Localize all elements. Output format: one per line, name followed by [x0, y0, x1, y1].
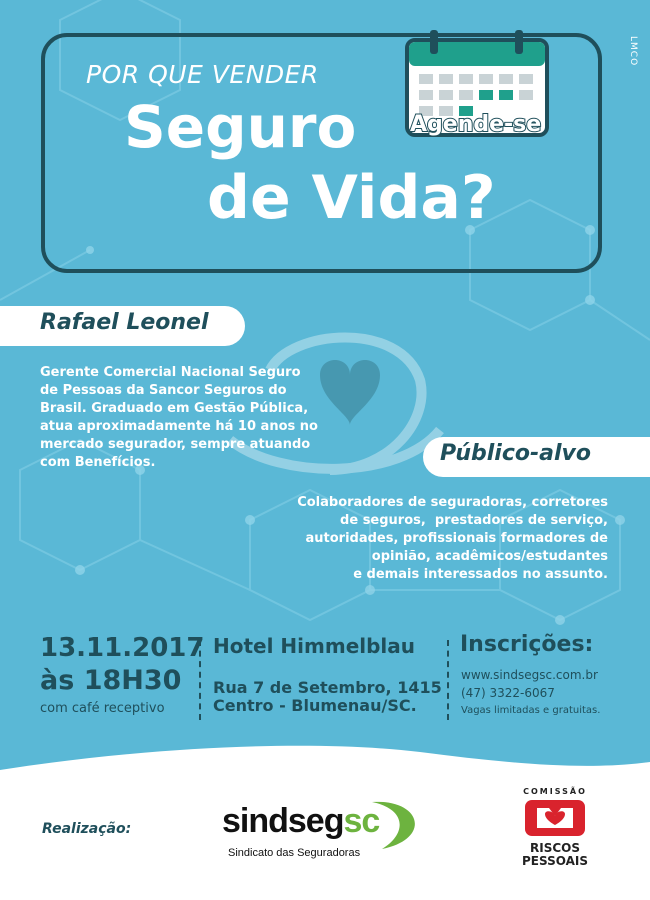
- event-date: 13.11.2017: [40, 633, 205, 663]
- bio-line: atua aproximadamente há 10 anos no: [40, 419, 318, 434]
- bio-line: Brasil. Graduado em Gestão Pública,: [40, 401, 309, 416]
- event-time: às 18H30: [40, 665, 182, 696]
- bio-line: mercado segurador, sempre atuando: [40, 437, 311, 452]
- venue-address-line-1: Rua 7 de Setembro, 1415: [213, 678, 442, 697]
- commission-heart-icon: [523, 798, 587, 838]
- event-note: com café receptivo: [40, 701, 165, 716]
- venue-address-line-2: Centro - Blumenau/SC.: [213, 696, 417, 715]
- speaker-name: Rafael Leonel: [40, 310, 209, 335]
- audience-line: de seguros, prestadores de serviço,: [340, 513, 608, 528]
- bio-line: de Pessoas da Sancor Seguros do: [40, 383, 287, 398]
- registration-note: Vagas limitadas e gratuitas.: [461, 705, 601, 716]
- title-line-3: de Vida?: [207, 163, 496, 233]
- divider: [199, 640, 201, 720]
- title-line-1: POR QUE VENDER: [86, 60, 319, 89]
- speaker-bio: [40, 364, 360, 472]
- title-line-2: Seguro: [124, 93, 357, 161]
- commission-logo: [520, 787, 590, 868]
- audience-line: Colaboradores de seguradoras, corretores: [297, 495, 608, 510]
- bio-line: Gerente Comercial Nacional Seguro: [40, 365, 301, 380]
- registration-title: Inscrições:: [460, 632, 594, 657]
- commission-title-1: RISCOS: [530, 841, 580, 855]
- divider: [447, 640, 449, 720]
- venue-name: Hotel Himmelblau: [213, 634, 416, 658]
- swoosh-icon: [222, 794, 432, 854]
- agende-se-badge: Agende-se: [410, 112, 542, 137]
- commission-title-2: PESSOAIS: [521, 854, 588, 868]
- registration-phone: (47) 3322-6067: [461, 686, 555, 700]
- commission-label: COMISSÃO: [523, 787, 587, 796]
- print-code: LMCO: [628, 36, 638, 67]
- registration-website-link[interactable]: www.sindsegsc.com.br: [461, 668, 598, 682]
- organizer-label: Realização:: [42, 821, 132, 837]
- audience-title: Público-alvo: [440, 441, 591, 466]
- sindsegsc-wordmark-main: sindseg: [222, 802, 344, 840]
- sindsegsc-subtitle: Sindicato das Seguradoras: [228, 847, 361, 859]
- audience-line: e demais interessados no assunto.: [353, 567, 608, 582]
- sindsegsc-wordmark-suffix: sc: [343, 802, 380, 840]
- audience-description: [228, 494, 608, 584]
- audience-line: opinião, acadêmicos/estudantes: [371, 549, 608, 564]
- audience-line: autoridades, profissionais formadores de: [305, 531, 608, 546]
- sindsegsc-logo: [222, 802, 380, 859]
- bio-line: com Benefícios.: [40, 455, 156, 470]
